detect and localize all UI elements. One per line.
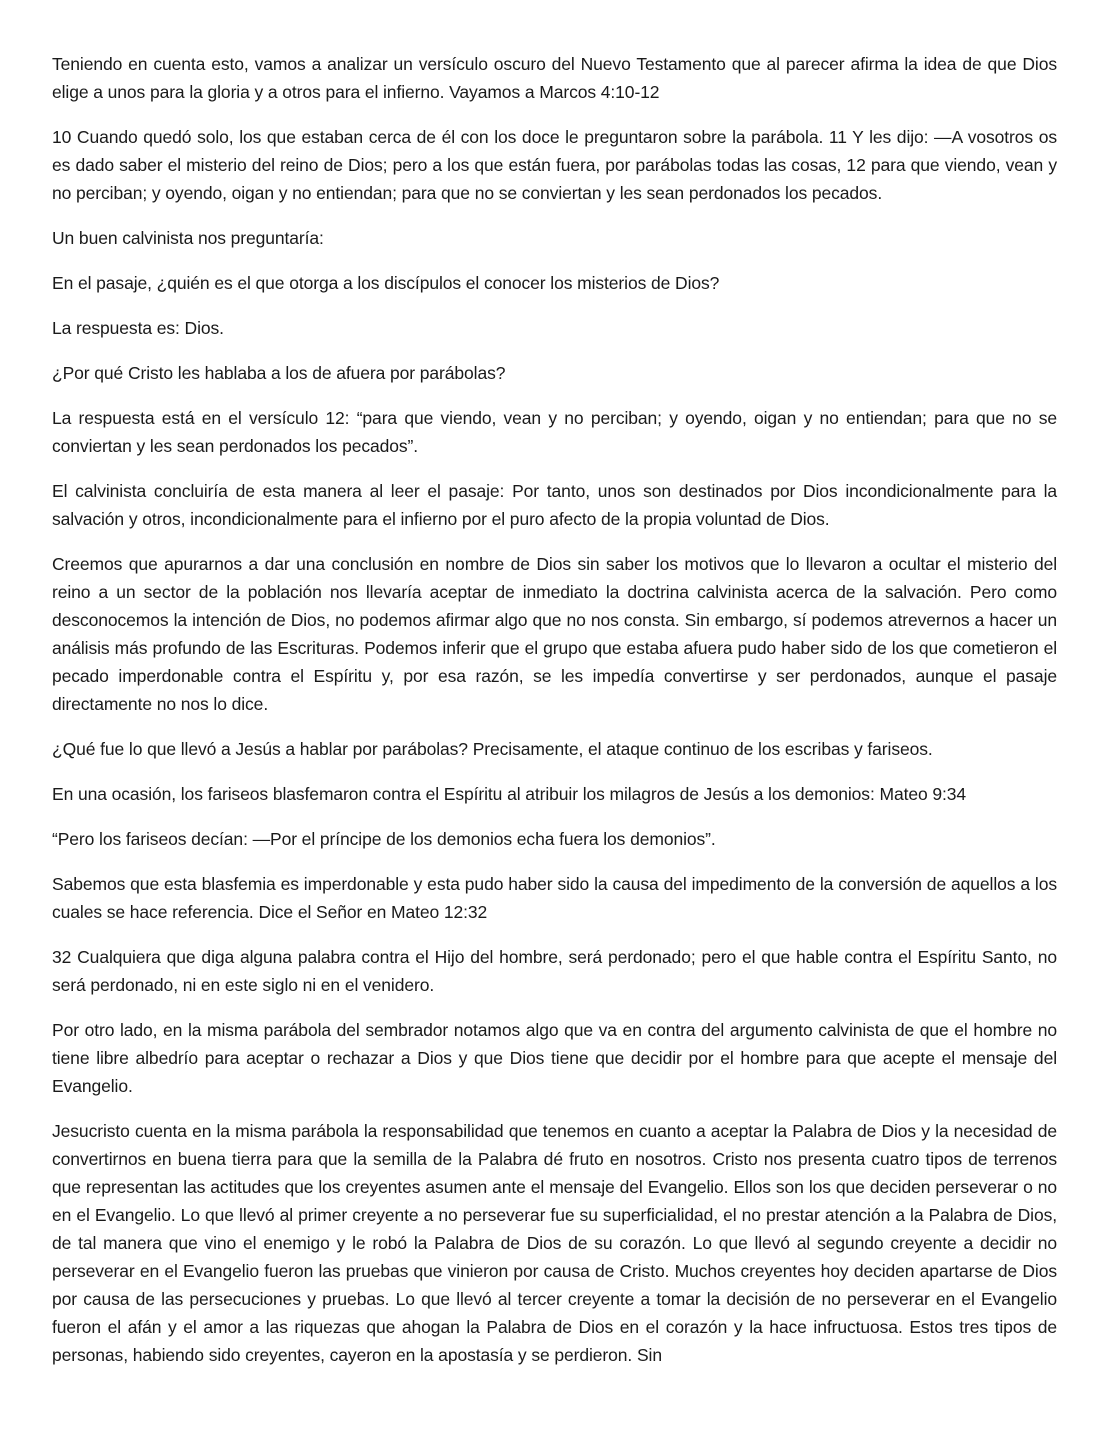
paragraph: Sabemos que esta blasfemia es imperdonable y esta pudo haber sido la causa del impedimento de la conversión de aquellos a los cuales se hace referencia. Dice el Señor en Mateo 12:32: [52, 874, 1057, 922]
paragraph: En una ocasión, los fariseos blasfemaron contra el Espíritu al atribuir los milagros de Jesús a los demonios: Mateo 9:34: [52, 784, 967, 804]
paragraph: Un buen calvinista nos preguntaría:: [52, 228, 324, 248]
paragraph: Creemos que apurarnos a dar una conclusión en nombre de Dios sin saber los motivos que lo llevaron a ocultar el misterio del reino a un sector de la población nos llevaría aceptar de inmediato la doctrina calvinista acerca de la salvación. Pero como desconocemos la intención de Dios, no podemos afirmar algo que no nos consta. Sin embargo, sí podemos atrevernos a hacer un análisis más profundo de las Escrituras. Podemos inferir que el grupo que estaba afuera pudo haber sido de los que cometieron el pecado imperdonable contra el Espíritu y, por esa razón, se les impedía convertirse y ser perdonados, aunque el pasaje directamente no nos lo dice.: [52, 554, 1057, 714]
paragraph: 10 Cuando quedó solo, los que estaban cerca de él con los doce le preguntaron sobre la parábola. 11 Y les dijo: —A vosotros os es dado saber el misterio del reino de Dios; pero a los que están fuera, por parábolas todas las cosas, 12 para que viendo, vean y no perciban; y oyendo, oigan y no entiendan; para que no se conviertan y les sean perdonados los pecados.: [52, 127, 1057, 203]
paragraph: La respuesta está en el versículo 12: “para que viendo, vean y no perciban; y oyendo, oigan y no entiendan; para que no se conviertan y les sean perdonados los pecados”.: [52, 408, 1057, 456]
paragraph: 32 Cualquiera que diga alguna palabra contra el Hijo del hombre, será perdonado; pero el que hable contra el Espíritu Santo, no será perdonado, ni en este siglo ni en el venidero.: [52, 947, 1057, 995]
paragraph: En el pasaje, ¿quién es el que otorga a los discípulos el conocer los misterios de Dios?: [52, 273, 720, 293]
paragraph: Jesucristo cuenta en la misma parábola la responsabilidad que tenemos en cuanto a aceptar la Palabra de Dios y la necesidad de convertirnos en buena tierra para que la semilla de la Palabra dé fruto en nosotros. Cristo nos presenta cuatro tipos de terrenos que representan las actitudes que los creyentes asumen ante el mensaje del Evangelio. Ellos son los que deciden perseverar o no en el Evangelio. Lo que llevó al primer creyente a no perseverar fue su superficialidad, el no prestar atención a la Palabra de Dios, de tal manera que vino el enemigo y le robó la Palabra de Dios de su corazón. Lo que llevó al segundo creyente a decidir no perseverar en el Evangelio fueron las pruebas que vinieron por causa de Cristo. Muchos creyentes hoy deciden apartarse de Dios por causa de las persecuciones y pruebas. Lo que llevó al tercer creyente a tomar la decisión de no perseverar en el Evangelio fueron el afán y el amor a las riquezas que ahogan la Palabra de Dios en el corazón y la hace infructuosa. Estos tres tipos de personas, habiendo sido creyentes, cayeron en la apostasía y se perdieron. Sin: [52, 1121, 1057, 1365]
paragraph: ¿Por qué Cristo les hablaba a los de afuera por parábolas?: [52, 363, 506, 383]
paragraph: El calvinista concluiría de esta manera al leer el pasaje: Por tanto, unos son destinados por Dios incondicionalmente para la salvación y otros, incondicionalmente para el infierno por el puro afecto de la propia voluntad de Dios.: [52, 481, 1057, 529]
paragraph: La respuesta es: Dios.: [52, 318, 224, 338]
paragraph: ¿Qué fue lo que llevó a Jesús a hablar por parábolas? Precisamente, el ataque continuo de los escribas y fariseos.: [52, 739, 933, 759]
document-body: [52, 50, 1057, 1369]
paragraph: Teniendo en cuenta esto, vamos a analizar un versículo oscuro del Nuevo Testamento que al parecer afirma la idea de que Dios elige a unos para la gloria y a otros para el infierno. Vayamos a Marcos 4:10-12: [52, 54, 1057, 102]
paragraph: “Pero los fariseos decían: —Por el príncipe de los demonios echa fuera los demonios”.: [52, 829, 716, 849]
paragraph: Por otro lado, en la misma parábola del sembrador notamos algo que va en contra del argumento calvinista de que el hombre no tiene libre albedrío para aceptar o rechazar a Dios y que Dios tiene que decidir por el hombre para que acepte el mensaje del Evangelio.: [52, 1020, 1057, 1096]
